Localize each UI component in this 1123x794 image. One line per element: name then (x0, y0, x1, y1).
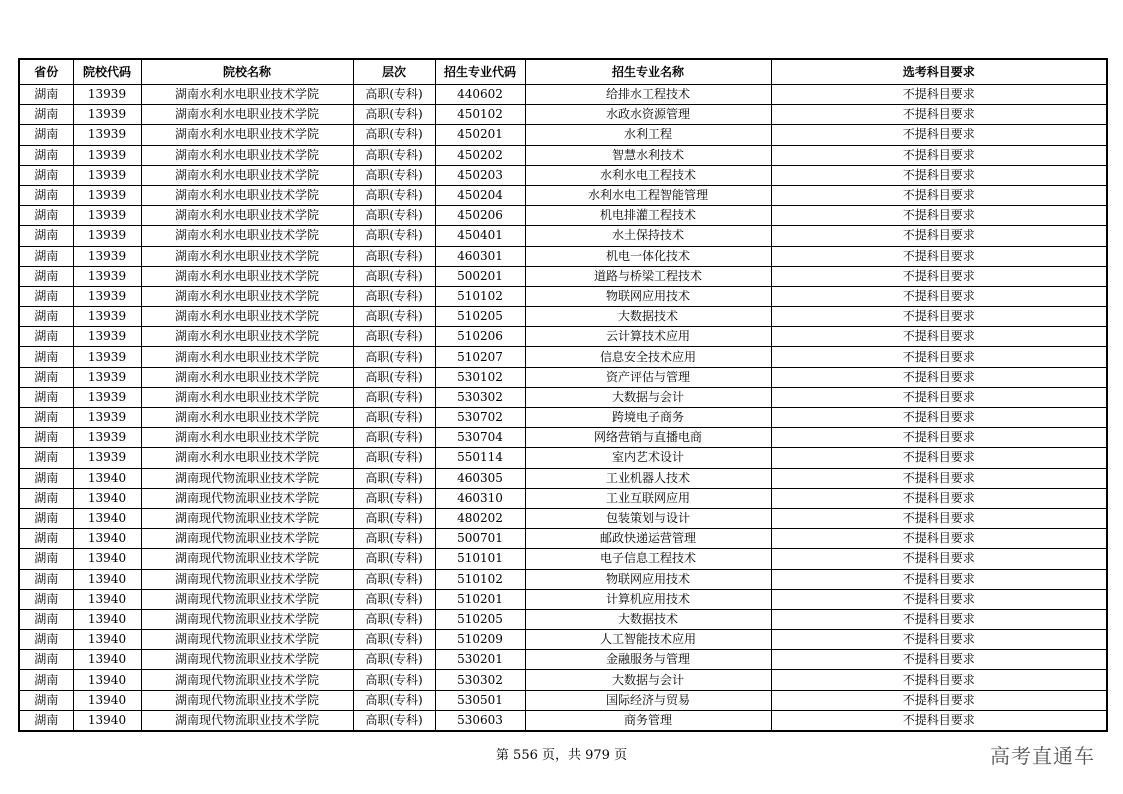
cell-major-name: 云计算技术应用 (525, 327, 771, 347)
cell-province: 湖南 (19, 286, 73, 306)
cell-school-name: 湖南水利水电职业技术学院 (141, 266, 353, 286)
cell-major-code: 450201 (435, 125, 525, 145)
watermark-logo-text: 高考直通车 (990, 744, 1095, 768)
cell-school-code: 13940 (73, 589, 141, 609)
cell-school-name: 湖南现代物流职业技术学院 (141, 529, 353, 549)
header-school-name: 院校名称 (141, 59, 353, 85)
cell-major-code: 450202 (435, 145, 525, 165)
cell-school-code: 13939 (73, 387, 141, 407)
cell-subject-requirement: 不提科目要求 (771, 488, 1107, 508)
cell-major-code: 510102 (435, 286, 525, 306)
table-header-row (19, 59, 1107, 85)
cell-school-name: 湖南现代物流职业技术学院 (141, 690, 353, 710)
cell-school-code: 13939 (73, 105, 141, 125)
cell-school-name: 湖南水利水电职业技术学院 (141, 367, 353, 387)
cell-major-code: 530302 (435, 670, 525, 690)
cell-major-code: 510206 (435, 327, 525, 347)
cell-level: 高职(专科) (353, 529, 435, 549)
cell-major-code: 510205 (435, 609, 525, 629)
table-row (19, 508, 1107, 528)
cell-school-code: 13939 (73, 367, 141, 387)
cell-major-name: 水利水电工程智能管理 (525, 185, 771, 205)
cell-school-name: 湖南水利水电职业技术学院 (141, 307, 353, 327)
cell-school-code: 13939 (73, 327, 141, 347)
cell-major-name: 水利工程 (525, 125, 771, 145)
cell-school-name: 湖南水利水电职业技术学院 (141, 185, 353, 205)
table-row (19, 650, 1107, 670)
admission-table-container (18, 58, 1106, 732)
cell-subject-requirement: 不提科目要求 (771, 246, 1107, 266)
cell-subject-requirement: 不提科目要求 (771, 327, 1107, 347)
cell-school-code: 13939 (73, 428, 141, 448)
cell-school-code: 13940 (73, 569, 141, 589)
cell-level: 高职(专科) (353, 105, 435, 125)
cell-major-name: 计算机应用技术 (525, 589, 771, 609)
table-row (19, 630, 1107, 650)
table-row (19, 670, 1107, 690)
cell-school-name: 湖南现代物流职业技术学院 (141, 710, 353, 731)
cell-subject-requirement: 不提科目要求 (771, 468, 1107, 488)
cell-major-code: 530702 (435, 408, 525, 428)
cell-school-name: 湖南水利水电职业技术学院 (141, 428, 353, 448)
cell-major-name: 水利水电工程技术 (525, 165, 771, 185)
table-row (19, 488, 1107, 508)
cell-level: 高职(专科) (353, 387, 435, 407)
cell-major-code: 530704 (435, 428, 525, 448)
table-row (19, 387, 1107, 407)
cell-level: 高职(专科) (353, 670, 435, 690)
cell-province: 湖南 (19, 387, 73, 407)
cell-subject-requirement: 不提科目要求 (771, 266, 1107, 286)
cell-school-name: 湖南现代物流职业技术学院 (141, 670, 353, 690)
table-row (19, 569, 1107, 589)
table-row (19, 367, 1107, 387)
cell-school-name: 湖南现代物流职业技术学院 (141, 569, 353, 589)
cell-major-name: 大数据与会计 (525, 387, 771, 407)
table-row (19, 226, 1107, 246)
cell-major-code: 510207 (435, 347, 525, 367)
table-row (19, 428, 1107, 448)
cell-subject-requirement: 不提科目要求 (771, 165, 1107, 185)
cell-school-code: 13940 (73, 488, 141, 508)
table-body (19, 85, 1107, 732)
cell-major-name: 给排水工程技术 (525, 85, 771, 105)
cell-level: 高职(专科) (353, 367, 435, 387)
cell-school-code: 13940 (73, 710, 141, 731)
cell-major-name: 信息安全技术应用 (525, 347, 771, 367)
cell-province: 湖南 (19, 367, 73, 387)
cell-school-code: 13940 (73, 529, 141, 549)
cell-province: 湖南 (19, 630, 73, 650)
cell-major-code: 510101 (435, 549, 525, 569)
table-row (19, 468, 1107, 488)
cell-level: 高职(专科) (353, 286, 435, 306)
cell-school-name: 湖南现代物流职业技术学院 (141, 589, 353, 609)
cell-province: 湖南 (19, 549, 73, 569)
cell-school-name: 湖南水利水电职业技术学院 (141, 125, 353, 145)
cell-major-code: 440602 (435, 85, 525, 105)
cell-province: 湖南 (19, 226, 73, 246)
cell-school-name: 湖南现代物流职业技术学院 (141, 609, 353, 629)
cell-school-code: 13939 (73, 145, 141, 165)
table-row (19, 206, 1107, 226)
cell-major-code: 500701 (435, 529, 525, 549)
cell-major-code: 500201 (435, 266, 525, 286)
cell-subject-requirement: 不提科目要求 (771, 125, 1107, 145)
cell-major-code: 450102 (435, 105, 525, 125)
cell-major-code: 530102 (435, 367, 525, 387)
cell-subject-requirement: 不提科目要求 (771, 428, 1107, 448)
cell-level: 高职(专科) (353, 266, 435, 286)
cell-major-name: 人工智能技术应用 (525, 630, 771, 650)
cell-school-name: 湖南水利水电职业技术学院 (141, 387, 353, 407)
cell-major-name: 大数据技术 (525, 307, 771, 327)
cell-school-code: 13940 (73, 690, 141, 710)
cell-subject-requirement: 不提科目要求 (771, 710, 1107, 731)
cell-subject-requirement: 不提科目要求 (771, 549, 1107, 569)
cell-major-name: 工业互联网应用 (525, 488, 771, 508)
cell-level: 高职(专科) (353, 246, 435, 266)
cell-subject-requirement: 不提科目要求 (771, 690, 1107, 710)
cell-major-code: 450206 (435, 206, 525, 226)
cell-province: 湖南 (19, 185, 73, 205)
cell-school-code: 13939 (73, 85, 141, 105)
cell-level: 高职(专科) (353, 650, 435, 670)
table-row (19, 266, 1107, 286)
cell-subject-requirement: 不提科目要求 (771, 609, 1107, 629)
table-row (19, 690, 1107, 710)
cell-level: 高职(专科) (353, 408, 435, 428)
cell-school-code: 13939 (73, 266, 141, 286)
cell-subject-requirement: 不提科目要求 (771, 569, 1107, 589)
cell-major-code: 530201 (435, 650, 525, 670)
cell-major-code: 450204 (435, 185, 525, 205)
cell-subject-requirement: 不提科目要求 (771, 650, 1107, 670)
table-row (19, 185, 1107, 205)
cell-school-name: 湖南现代物流职业技术学院 (141, 549, 353, 569)
table-row (19, 85, 1107, 105)
cell-level: 高职(专科) (353, 145, 435, 165)
cell-major-code: 480202 (435, 508, 525, 528)
cell-major-name: 邮政快递运营管理 (525, 529, 771, 549)
cell-province: 湖南 (19, 650, 73, 670)
page-number: 第 556 页，共 979 页 (495, 748, 628, 763)
cell-major-name: 电子信息工程技术 (525, 549, 771, 569)
cell-subject-requirement: 不提科目要求 (771, 226, 1107, 246)
cell-school-name: 湖南水利水电职业技术学院 (141, 206, 353, 226)
cell-school-code: 13939 (73, 125, 141, 145)
cell-province: 湖南 (19, 468, 73, 488)
cell-level: 高职(专科) (353, 327, 435, 347)
cell-school-code: 13940 (73, 549, 141, 569)
cell-province: 湖南 (19, 428, 73, 448)
cell-school-code: 13939 (73, 408, 141, 428)
table-row (19, 549, 1107, 569)
cell-level: 高职(专科) (353, 226, 435, 246)
cell-school-code: 13940 (73, 609, 141, 629)
table-row (19, 347, 1107, 367)
cell-subject-requirement: 不提科目要求 (771, 145, 1107, 165)
cell-school-name: 湖南水利水电职业技术学院 (141, 85, 353, 105)
cell-major-name: 机电排灌工程技术 (525, 206, 771, 226)
cell-subject-requirement: 不提科目要求 (771, 670, 1107, 690)
cell-school-code: 13940 (73, 650, 141, 670)
cell-major-code: 530603 (435, 710, 525, 731)
cell-subject-requirement: 不提科目要求 (771, 408, 1107, 428)
cell-major-code: 460310 (435, 488, 525, 508)
table-row (19, 165, 1107, 185)
table-row (19, 307, 1107, 327)
table-row (19, 589, 1107, 609)
cell-level: 高职(专科) (353, 508, 435, 528)
cell-province: 湖南 (19, 609, 73, 629)
cell-school-code: 13940 (73, 508, 141, 528)
cell-subject-requirement: 不提科目要求 (771, 630, 1107, 650)
cell-level: 高职(专科) (353, 165, 435, 185)
cell-province: 湖南 (19, 529, 73, 549)
cell-major-name: 工业机器人技术 (525, 468, 771, 488)
cell-school-name: 湖南水利水电职业技术学院 (141, 286, 353, 306)
cell-major-code: 530501 (435, 690, 525, 710)
cell-major-code: 510201 (435, 589, 525, 609)
cell-subject-requirement: 不提科目要求 (771, 367, 1107, 387)
cell-level: 高职(专科) (353, 448, 435, 468)
cell-school-code: 13939 (73, 347, 141, 367)
cell-level: 高职(专科) (353, 710, 435, 731)
cell-province: 湖南 (19, 508, 73, 528)
cell-major-name: 物联网应用技术 (525, 286, 771, 306)
cell-province: 湖南 (19, 165, 73, 185)
cell-province: 湖南 (19, 670, 73, 690)
cell-level: 高职(专科) (353, 125, 435, 145)
cell-major-name: 水土保持技术 (525, 226, 771, 246)
cell-school-code: 13939 (73, 246, 141, 266)
cell-school-code: 13939 (73, 226, 141, 246)
table-row (19, 327, 1107, 347)
header-major-name: 招生专业名称 (525, 59, 771, 85)
cell-province: 湖南 (19, 589, 73, 609)
cell-school-code: 13940 (73, 468, 141, 488)
cell-major-name: 跨境电子商务 (525, 408, 771, 428)
cell-subject-requirement: 不提科目要求 (771, 589, 1107, 609)
cell-province: 湖南 (19, 266, 73, 286)
header-subject-requirement: 选考科目要求 (771, 59, 1107, 85)
cell-school-name: 湖南现代物流职业技术学院 (141, 508, 353, 528)
cell-level: 高职(专科) (353, 185, 435, 205)
cell-major-name: 道路与桥梁工程技术 (525, 266, 771, 286)
cell-school-name: 湖南水利水电职业技术学院 (141, 145, 353, 165)
table-row (19, 408, 1107, 428)
cell-major-code: 450203 (435, 165, 525, 185)
cell-subject-requirement: 不提科目要求 (771, 185, 1107, 205)
cell-level: 高职(专科) (353, 549, 435, 569)
cell-school-name: 湖南水利水电职业技术学院 (141, 165, 353, 185)
cell-subject-requirement: 不提科目要求 (771, 448, 1107, 468)
cell-level: 高职(专科) (353, 569, 435, 589)
cell-level: 高职(专科) (353, 428, 435, 448)
cell-major-name: 资产评估与管理 (525, 367, 771, 387)
cell-level: 高职(专科) (353, 690, 435, 710)
cell-school-code: 13939 (73, 185, 141, 205)
cell-province: 湖南 (19, 710, 73, 731)
cell-level: 高职(专科) (353, 630, 435, 650)
cell-level: 高职(专科) (353, 488, 435, 508)
table-row (19, 448, 1107, 468)
cell-school-code: 13939 (73, 307, 141, 327)
cell-province: 湖南 (19, 347, 73, 367)
cell-major-name: 智慧水利技术 (525, 145, 771, 165)
cell-major-code: 510209 (435, 630, 525, 650)
header-level: 层次 (353, 59, 435, 85)
header-province: 省份 (19, 59, 73, 85)
cell-province: 湖南 (19, 307, 73, 327)
cell-level: 高职(专科) (353, 589, 435, 609)
table-row (19, 286, 1107, 306)
cell-province: 湖南 (19, 408, 73, 428)
cell-school-name: 湖南现代物流职业技术学院 (141, 650, 353, 670)
cell-major-code: 510205 (435, 307, 525, 327)
cell-school-name: 湖南水利水电职业技术学院 (141, 347, 353, 367)
cell-school-code: 13940 (73, 670, 141, 690)
cell-province: 湖南 (19, 448, 73, 468)
cell-level: 高职(专科) (353, 206, 435, 226)
table-row (19, 246, 1107, 266)
cell-level: 高职(专科) (353, 85, 435, 105)
cell-major-name: 国际经济与贸易 (525, 690, 771, 710)
cell-subject-requirement: 不提科目要求 (771, 508, 1107, 528)
cell-school-code: 13939 (73, 286, 141, 306)
table-row (19, 710, 1107, 731)
cell-major-code: 550114 (435, 448, 525, 468)
cell-province: 湖南 (19, 327, 73, 347)
cell-school-name: 湖南水利水电职业技术学院 (141, 408, 353, 428)
cell-major-name: 物联网应用技术 (525, 569, 771, 589)
cell-school-name: 湖南现代物流职业技术学院 (141, 488, 353, 508)
header-school-code: 院校代码 (73, 59, 141, 85)
cell-subject-requirement: 不提科目要求 (771, 105, 1107, 125)
cell-subject-requirement: 不提科目要求 (771, 387, 1107, 407)
cell-subject-requirement: 不提科目要求 (771, 206, 1107, 226)
table-row (19, 145, 1107, 165)
table-row (19, 529, 1107, 549)
cell-subject-requirement: 不提科目要求 (771, 529, 1107, 549)
table-row (19, 609, 1107, 629)
cell-major-code: 460305 (435, 468, 525, 488)
cell-major-name: 大数据与会计 (525, 670, 771, 690)
cell-subject-requirement: 不提科目要求 (771, 307, 1107, 327)
cell-level: 高职(专科) (353, 609, 435, 629)
cell-school-name: 湖南水利水电职业技术学院 (141, 105, 353, 125)
cell-province: 湖南 (19, 690, 73, 710)
cell-school-code: 13939 (73, 206, 141, 226)
cell-major-name: 室内艺术设计 (525, 448, 771, 468)
cell-province: 湖南 (19, 105, 73, 125)
cell-major-name: 网络营销与直播电商 (525, 428, 771, 448)
cell-province: 湖南 (19, 85, 73, 105)
cell-major-code: 460301 (435, 246, 525, 266)
cell-school-code: 13939 (73, 165, 141, 185)
cell-major-code: 510102 (435, 569, 525, 589)
cell-major-name: 机电一体化技术 (525, 246, 771, 266)
cell-province: 湖南 (19, 125, 73, 145)
cell-level: 高职(专科) (353, 347, 435, 367)
cell-school-code: 13940 (73, 630, 141, 650)
cell-level: 高职(专科) (353, 468, 435, 488)
cell-major-name: 大数据技术 (525, 609, 771, 629)
cell-school-code: 13939 (73, 448, 141, 468)
cell-major-name: 水政水资源管理 (525, 105, 771, 125)
table-row (19, 125, 1107, 145)
cell-major-code: 450401 (435, 226, 525, 246)
cell-subject-requirement: 不提科目要求 (771, 347, 1107, 367)
cell-subject-requirement: 不提科目要求 (771, 85, 1107, 105)
cell-school-name: 湖南水利水电职业技术学院 (141, 226, 353, 246)
cell-school-name: 湖南水利水电职业技术学院 (141, 327, 353, 347)
cell-province: 湖南 (19, 488, 73, 508)
cell-school-name: 湖南水利水电职业技术学院 (141, 246, 353, 266)
cell-province: 湖南 (19, 569, 73, 589)
cell-province: 湖南 (19, 246, 73, 266)
table-row (19, 105, 1107, 125)
cell-province: 湖南 (19, 145, 73, 165)
cell-subject-requirement: 不提科目要求 (771, 286, 1107, 306)
cell-major-code: 530302 (435, 387, 525, 407)
cell-province: 湖南 (19, 206, 73, 226)
cell-level: 高职(专科) (353, 307, 435, 327)
cell-school-name: 湖南现代物流职业技术学院 (141, 630, 353, 650)
cell-major-name: 商务管理 (525, 710, 771, 731)
header-major-code: 招生专业代码 (435, 59, 525, 85)
cell-school-name: 湖南现代物流职业技术学院 (141, 468, 353, 488)
cell-major-name: 包装策划与设计 (525, 508, 771, 528)
cell-major-name: 金融服务与管理 (525, 650, 771, 670)
admission-table (18, 58, 1108, 732)
cell-school-name: 湖南水利水电职业技术学院 (141, 448, 353, 468)
